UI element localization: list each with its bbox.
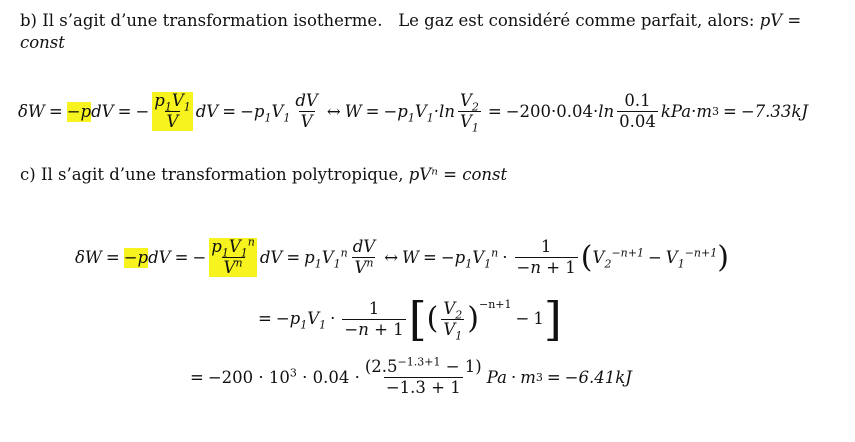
highlight-fraction-p1v1-over-v: $\frac{p_1V_1}{V}$ (154, 91, 191, 131)
part-c-sentence: Il s’agit d’une transformation polytropique, (40, 165, 404, 184)
highlight-minus-p: −p (66, 101, 92, 121)
part-c-label: c) (20, 165, 36, 184)
part-b-result: −7.33kJ (740, 101, 809, 121)
part-b-label: b) (20, 11, 37, 30)
part-c-equation-line-1: δW = −p dV = − $\frac{p_1V_1^n}{V^n}$ dV = $p_1V_1^n$ $\frac{dV}{V^n}$ ↔ W = $-p_1V_1^n$ · $\frac{1}{-n + 1}$ ( $V_2^{-n+1}$ − $V_1^{-n+1}$ ) (75, 235, 729, 277)
part-c-paragraph (20, 164, 830, 186)
highlight-fraction-p1v1n-over-vn: $\frac{p_1V_1^n}{V^n}$ (211, 235, 255, 277)
part-b-paragraph (20, 10, 830, 54)
part-c-equation-line-2: = $-p_1V_1$ · $\frac{1}{-n + 1}$ [ ( $\frac{V_2}{V_1}$ ) $^{-n+1}$ − 1 ] (258, 292, 562, 346)
part-c-law: pVⁿ = const (408, 165, 508, 184)
part-b-law: pV = const (20, 11, 802, 52)
part-b-sentence-1: Il s’agit d’une transformation isotherme. (42, 11, 383, 30)
part-b-sentence-2: Le gaz est considéré comme parfait, alors: (398, 11, 755, 30)
part-c-equation-line-3: = $-200 \cdot 10^3 \cdot 0.04$ · $\frac{(2.5^{-1.3+1} - 1)}{-1.3 + 1}$ Pa · m 3 = −6.41kJ (190, 355, 632, 397)
part-b-equation: δW = −p dV = − $\frac{p_1V_1}{V}$ dV = $-p_1V_1$ $\frac{dV}{V}$ ↔ W = $-p_1V_1\cdot\ln$ $\frac{V_2}{V_1}$ = −200·0.04· ln $\frac{0.1}{0.04}$ kPa · m 3 = −7.33kJ (18, 91, 809, 135)
part-c-result: −6.41kJ (564, 367, 632, 387)
highlight-minus-p-2: −p (123, 247, 149, 267)
